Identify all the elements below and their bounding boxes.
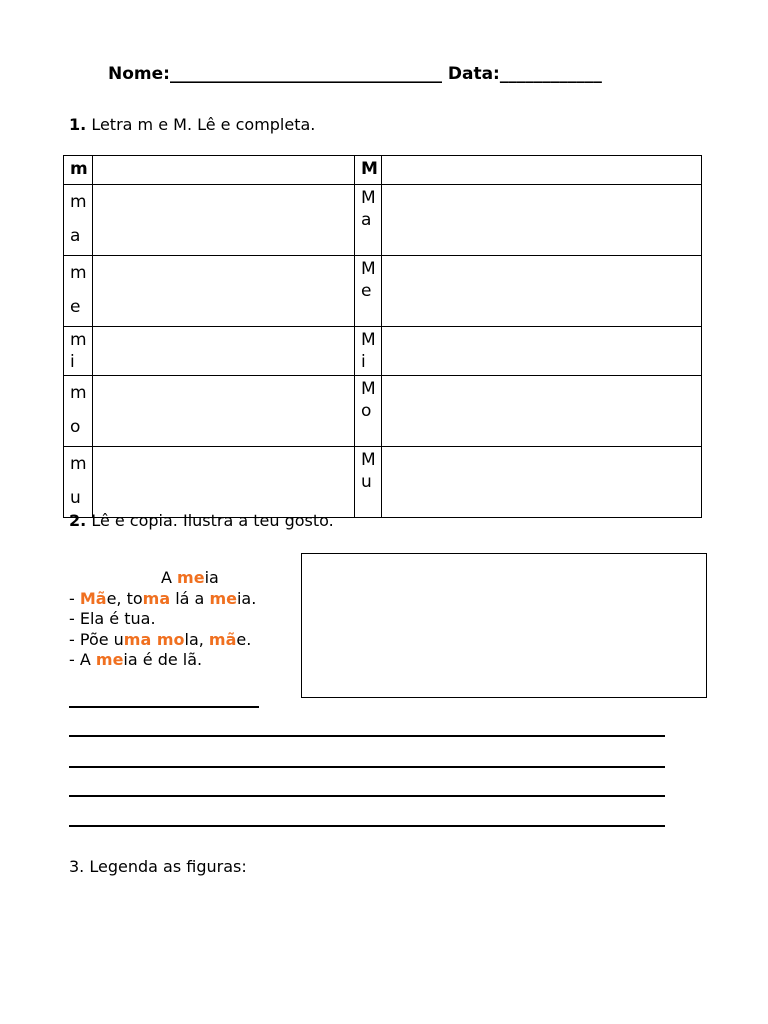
exercise-2-number: 2. (69, 511, 87, 530)
table-row (64, 185, 702, 256)
syllable-cell-upper: Me (355, 256, 382, 327)
syllable-cell-lower: mu (64, 447, 93, 518)
answer-cell[interactable] (93, 156, 355, 185)
exercise-3-instruction: 3. Legenda as figuras: (69, 857, 247, 876)
name-label: Nome: (108, 64, 170, 84)
answer-cell[interactable] (382, 256, 702, 327)
table-row (64, 256, 702, 327)
answer-cell[interactable] (93, 185, 355, 256)
exercise-1-instruction (69, 115, 315, 134)
exercise-2-text: Lê e copia. Ilustra a teu gosto. (91, 511, 334, 530)
reading-text (69, 568, 256, 671)
story-line: - Põe uma mola, mãe. (69, 629, 252, 649)
answer-cell[interactable] (382, 376, 702, 447)
table-row (64, 376, 702, 447)
writing-line[interactable] (69, 795, 665, 797)
exercise-1-number: 1. (69, 115, 87, 134)
date-label: Data: (447, 64, 500, 84)
header-line (108, 64, 602, 84)
syllable-cell-lower: me (64, 256, 93, 327)
date-field[interactable]: ____________ (499, 64, 602, 84)
syllable-cell-upper: Mo (355, 376, 382, 447)
answer-cell[interactable] (382, 156, 702, 185)
answer-cell[interactable] (93, 327, 355, 376)
writing-line[interactable] (69, 706, 259, 708)
syllable-cell-upper: Mu (355, 447, 382, 518)
answer-cell[interactable] (382, 327, 702, 376)
table-row (64, 447, 702, 518)
letter-table (63, 155, 702, 518)
table-row (64, 327, 702, 376)
answer-cell[interactable] (93, 376, 355, 447)
exercise-2-instruction (69, 511, 334, 530)
exercise-1-text: Letra m e M. Lê e completa. (91, 115, 316, 134)
story-line: - Mãe, toma lá a meia. (69, 588, 257, 608)
writing-line[interactable] (69, 735, 665, 737)
letter-cell-upper: M (355, 156, 382, 185)
answer-cell[interactable] (382, 185, 702, 256)
writing-line[interactable] (69, 766, 665, 768)
table-row (64, 156, 702, 185)
writing-line[interactable] (69, 825, 665, 827)
syllable-cell-upper: Mi (355, 327, 382, 376)
answer-cell[interactable] (93, 447, 355, 518)
letter-cell-lower: m (64, 156, 93, 185)
story-line: - Ela é tua. (69, 609, 156, 628)
story-title: A meia (161, 568, 219, 587)
name-field[interactable]: ________________________________ (169, 64, 442, 84)
syllable-cell-lower: mo (64, 376, 93, 447)
answer-cell[interactable] (382, 447, 702, 518)
story-line: - A meia é de lã. (69, 650, 203, 669)
syllable-cell-upper: Ma (355, 185, 382, 256)
illustration-box[interactable] (301, 553, 707, 698)
answer-cell[interactable] (93, 256, 355, 327)
syllable-cell-lower: ma (64, 185, 93, 256)
syllable-cell-lower: mi (64, 327, 93, 376)
